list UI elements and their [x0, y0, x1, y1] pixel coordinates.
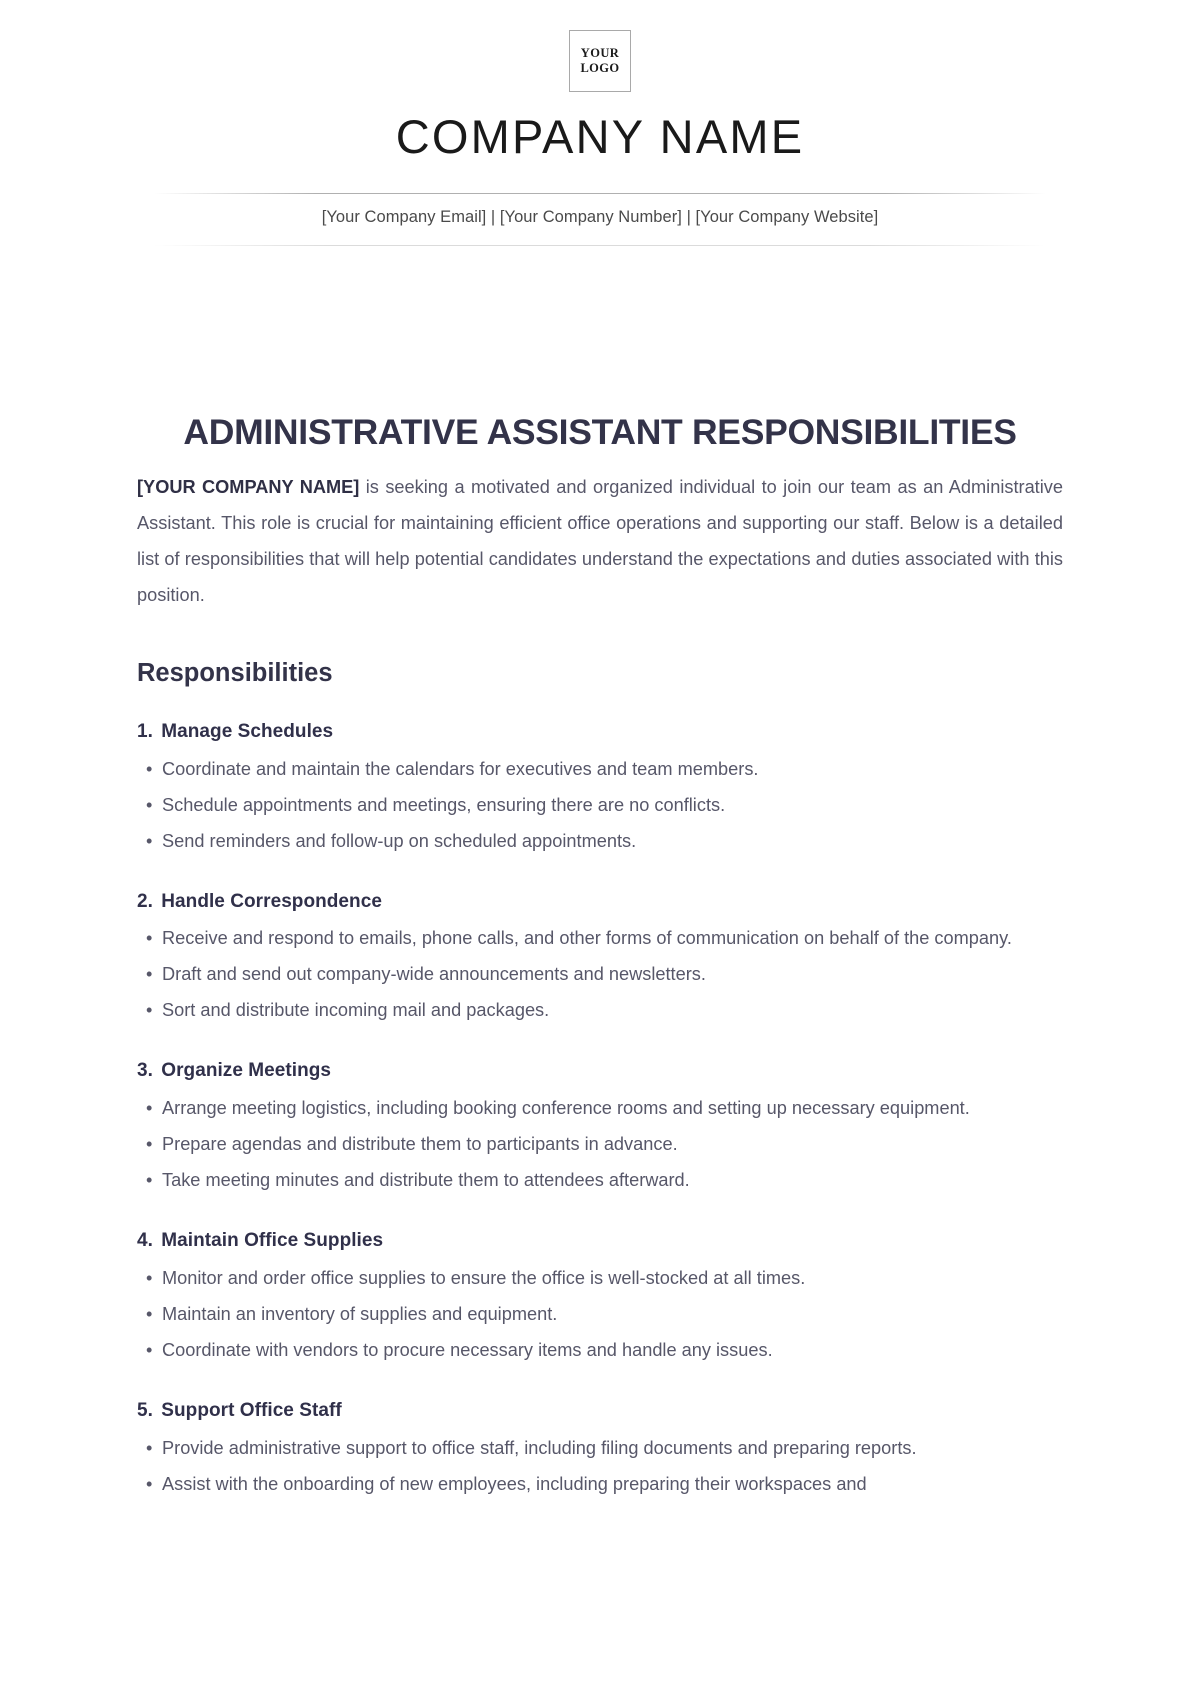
letterhead: [0, 0, 1200, 246]
responsibility-bullet-list: [137, 1260, 1063, 1368]
logo-line-1: YOUR: [580, 46, 620, 61]
responsibility-group-number: 4.: [137, 1230, 153, 1252]
responsibility-bullet-list: [137, 920, 1063, 1028]
list-item: • Provide administrative support to office staff, including filing documents and preparing reports.: [137, 1430, 1063, 1466]
responsibility-group-number: 1.: [137, 720, 153, 742]
responsibility-groups: [137, 720, 1063, 1502]
list-item: • Arrange meeting logistics, including booking conference rooms and setting up necessary equipment.: [137, 1090, 1063, 1126]
list-item: • Send reminders and follow-up on scheduled appointments.: [137, 823, 1063, 859]
company-name: COMPANY NAME: [395, 110, 805, 163]
list-item: • Coordinate and maintain the calendars for executives and team members.: [137, 751, 1063, 787]
company-contact-line: [Your Company Email] | [Your Company Number] | [Your Company Website]: [321, 208, 879, 227]
responsibility-group-number: 3.: [137, 1060, 153, 1082]
responsibility-group-label: Support Office Staff: [155, 1399, 342, 1421]
document-body: [137, 246, 1063, 1502]
responsibility-group-label: Handle Correspondence: [155, 890, 382, 912]
responsibility-group: [137, 890, 1063, 1029]
list-item: • Take meeting minutes and distribute them to attendees afterward.: [137, 1162, 1063, 1198]
company-name-placeholder: [YOUR COMPANY NAME]: [137, 477, 360, 498]
responsibility-group-number: 5.: [137, 1399, 153, 1421]
responsibility-group-title: [137, 890, 1063, 915]
section-heading-responsibilities: Responsibilities: [137, 659, 333, 688]
responsibility-group: [137, 720, 1063, 859]
responsibility-group-title: [137, 1059, 1063, 1084]
logo-placeholder: [569, 30, 631, 92]
header-divider-top: [154, 193, 1046, 194]
page-title: ADMINISTRATIVE ASSISTANT RESPONSIBILITIES: [183, 411, 1017, 452]
list-item: • Receive and respond to emails, phone calls, and other forms of communication on behalf of the company.: [137, 920, 1063, 956]
responsibility-group: [137, 1229, 1063, 1368]
responsibility-group-title: [137, 1229, 1063, 1254]
responsibility-group: [137, 1399, 1063, 1502]
list-item: • Coordinate with vendors to procure necessary items and handle any issues.: [137, 1332, 1063, 1368]
list-item: • Assist with the onboarding of new employees, including preparing their workspaces and: [137, 1466, 1063, 1502]
list-item: • Schedule appointments and meetings, ensuring there are no conflicts.: [137, 787, 1063, 823]
responsibility-bullet-list: [137, 751, 1063, 859]
list-item: • Prepare agendas and distribute them to participants in advance.: [137, 1126, 1063, 1162]
list-item: • Draft and send out company-wide announcements and newsletters.: [137, 956, 1063, 992]
list-item: • Maintain an inventory of supplies and equipment.: [137, 1296, 1063, 1332]
intro-paragraph: [137, 469, 1063, 613]
responsibility-group-number: 2.: [137, 890, 153, 912]
responsibility-group-label: Manage Schedules: [155, 720, 334, 742]
intro-body-text: is seeking a motivated and organized individual to join our team as an Administrative Assistant. This role is crucial for maintaining efficient office operations and supporting our staff. Below is a detailed list of responsibilities that will help potential candidates understand the expectations and duties associated with this position.: [137, 477, 1063, 606]
responsibility-group-title: [137, 1399, 1063, 1424]
logo-line-2: LOGO: [580, 61, 620, 75]
responsibility-group-label: Maintain Office Supplies: [155, 1230, 384, 1252]
list-item: • Sort and distribute incoming mail and packages.: [137, 992, 1063, 1028]
responsibility-group: [137, 1059, 1063, 1198]
responsibility-bullet-list: [137, 1090, 1063, 1198]
list-item: • Monitor and order office supplies to ensure the office is well-stocked at all times.: [137, 1260, 1063, 1296]
responsibility-group-title: [137, 720, 1063, 745]
responsibility-group-label: Organize Meetings: [155, 1060, 332, 1082]
responsibility-bullet-list: [137, 1430, 1063, 1502]
